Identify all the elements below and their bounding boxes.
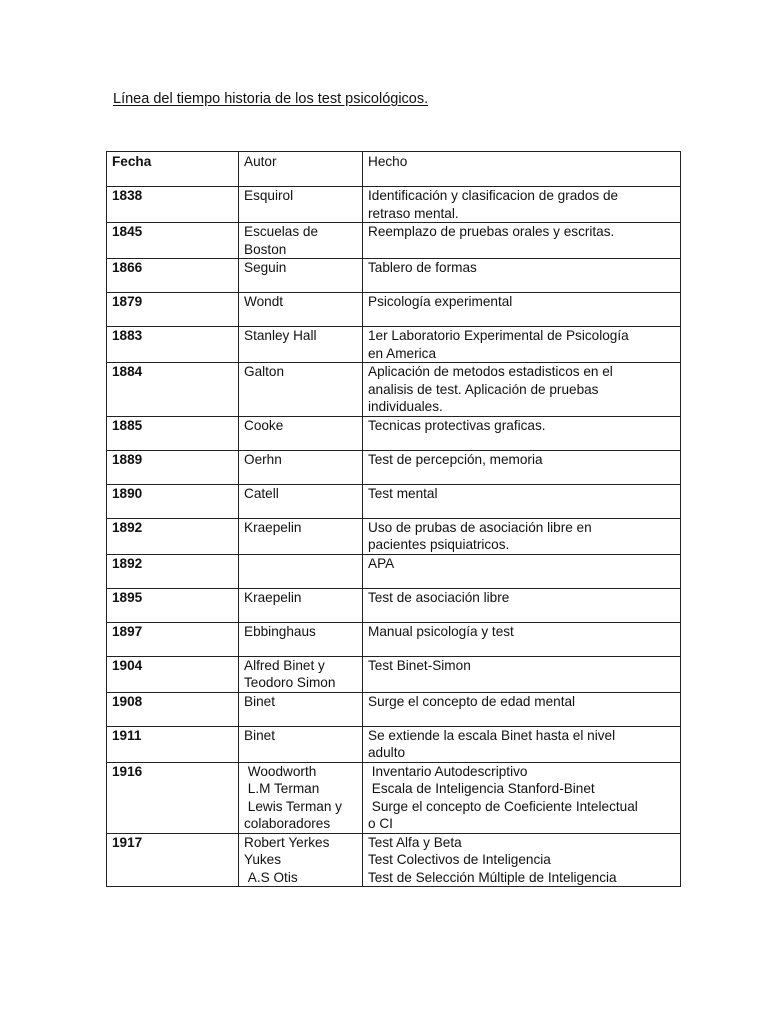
- cell-hecho-line: 1er Laboratorio Experimental de Psicología: [368, 328, 629, 343]
- cell-autor: [239, 518, 363, 554]
- table-row: [107, 762, 681, 833]
- cell-hecho-line: Test Alfa y Beta: [368, 834, 462, 850]
- cell-autor-line: Boston: [244, 241, 287, 257]
- cell-autor: [239, 327, 363, 363]
- cell-autor-line: Galton: [244, 364, 285, 379]
- cell-autor-line: Cooke: [244, 417, 284, 433]
- table-row: [107, 726, 681, 762]
- cell-autor-line: Seguin: [244, 260, 287, 275]
- table-row: [107, 187, 681, 223]
- table-row: [107, 622, 681, 656]
- table-row: [107, 450, 681, 484]
- cell-fecha: 1892: [107, 518, 239, 554]
- cell-fecha: 1895: [107, 588, 239, 622]
- cell-hecho: [363, 293, 681, 327]
- cell-fecha: 1866: [107, 259, 239, 293]
- cell-hecho: [363, 450, 681, 484]
- cell-autor-line: Binet: [244, 693, 275, 709]
- cell-hecho-line: Surge el concepto de Coeficiente Intelectual: [368, 798, 638, 814]
- timeline-table: [106, 151, 681, 887]
- cell-autor-line: Catell: [244, 485, 279, 501]
- cell-hecho: [363, 588, 681, 622]
- table-row: [107, 327, 681, 363]
- cell-autor-line: Robert Yerkes: [244, 834, 330, 850]
- cell-autor-line: Esquirol: [244, 188, 294, 203]
- cell-hecho-line: Inventario Autodescriptivo: [368, 763, 528, 779]
- cell-hecho-line: Manual psicología y test: [368, 623, 514, 639]
- table-row: [107, 293, 681, 327]
- cell-autor-line: Kraepelin: [244, 519, 302, 535]
- cell-autor-line: Oerhn: [244, 451, 282, 467]
- cell-fecha: 1890: [107, 484, 239, 518]
- page-title: Línea del tiempo historia de los test psicológicos.: [113, 91, 429, 107]
- cell-autor-line: colaboradores: [244, 816, 331, 831]
- cell-fecha: 1917: [107, 833, 239, 887]
- cell-fecha: 1916: [107, 762, 239, 833]
- cell-hecho-line: Test de asociación libre: [368, 589, 510, 605]
- cell-autor: [239, 588, 363, 622]
- table-row: [107, 656, 681, 692]
- table-row: [107, 223, 681, 259]
- cell-hecho-line: Tecnicas protectivas graficas.: [368, 417, 546, 433]
- cell-autor-line: Yukes: [244, 852, 282, 867]
- column-header-autor: Autor: [239, 152, 363, 187]
- cell-hecho-line: Reemplazo de pruebas orales y escritas.: [368, 224, 615, 239]
- cell-autor: [239, 187, 363, 223]
- cell-autor-line: Ebbinghaus: [244, 623, 316, 639]
- cell-autor-line: Binet: [244, 727, 275, 743]
- cell-hecho-line: APA: [368, 555, 395, 571]
- cell-autor: [239, 484, 363, 518]
- cell-hecho-line: adulto: [368, 745, 406, 760]
- cell-fecha: 1911: [107, 726, 239, 762]
- cell-hecho-line: Uso de prubas de asociación libre en: [368, 519, 592, 535]
- cell-fecha: 1904: [107, 656, 239, 692]
- cell-hecho: [363, 726, 681, 762]
- cell-hecho-line: Identificación y clasificacion de grados de: [368, 188, 619, 203]
- cell-autor: [239, 450, 363, 484]
- cell-hecho: [363, 692, 681, 726]
- cell-hecho-line: Escala de Inteligencia Stanford-Binet: [368, 781, 595, 796]
- cell-hecho: [363, 223, 681, 259]
- cell-hecho-line: analisis de test. Aplicación de pruebas: [368, 381, 599, 397]
- cell-hecho: [363, 833, 681, 887]
- cell-hecho: [363, 518, 681, 554]
- cell-hecho: [363, 656, 681, 692]
- cell-hecho: [363, 416, 681, 450]
- cell-hecho: [363, 259, 681, 293]
- cell-hecho-line: o CI: [368, 816, 393, 831]
- table-row: [107, 484, 681, 518]
- cell-fecha: 1897: [107, 622, 239, 656]
- cell-hecho-line: Tablero de formas: [368, 260, 477, 275]
- table-row: [107, 363, 681, 417]
- cell-fecha: 1838: [107, 187, 239, 223]
- cell-autor-line: Wondt: [244, 294, 284, 309]
- cell-hecho-line: Test de percepción, memoria: [368, 451, 543, 467]
- cell-fecha: 1883: [107, 327, 239, 363]
- cell-autor: [239, 554, 363, 588]
- cell-hecho: [363, 484, 681, 518]
- cell-hecho-line: Surge el concepto de edad mental: [368, 693, 576, 709]
- cell-autor-line: A.S Otis: [244, 869, 298, 885]
- cell-autor: [239, 416, 363, 450]
- cell-fecha: 1892: [107, 554, 239, 588]
- cell-hecho-line: Test mental: [368, 485, 438, 501]
- cell-hecho: [363, 363, 681, 417]
- cell-autor: [239, 259, 363, 293]
- cell-autor-line: Alfred Binet y: [244, 657, 325, 673]
- cell-autor-line: Teodoro Simon: [244, 675, 336, 690]
- table-row: [107, 833, 681, 887]
- cell-hecho-line: Se extiende la escala Binet hasta el nivel: [368, 727, 616, 743]
- cell-fecha: 1845: [107, 223, 239, 259]
- cell-hecho-line: Test Colectivos de Inteligencia: [368, 852, 551, 867]
- cell-autor-line: Lewis Terman y: [244, 798, 342, 814]
- cell-autor: [239, 833, 363, 887]
- cell-hecho-line: en America: [368, 345, 437, 361]
- cell-fecha: 1908: [107, 692, 239, 726]
- cell-autor: [239, 293, 363, 327]
- cell-hecho: [363, 622, 681, 656]
- cell-autor-line: Escuelas de: [244, 224, 319, 239]
- table-body: [107, 187, 681, 887]
- cell-autor-line: Kraepelin: [244, 589, 302, 605]
- cell-hecho-line: Aplicación de metodos estadisticos en el: [368, 364, 613, 379]
- cell-hecho: [363, 327, 681, 363]
- column-header-hecho: Hecho: [363, 152, 681, 187]
- cell-autor: [239, 363, 363, 417]
- cell-hecho-line: Test de Selección Múltiple de Inteligencia: [368, 869, 617, 885]
- cell-fecha: 1879: [107, 293, 239, 327]
- cell-fecha: 1884: [107, 363, 239, 417]
- cell-hecho-line: individuales.: [368, 399, 443, 414]
- cell-hecho: [363, 762, 681, 833]
- cell-autor: [239, 692, 363, 726]
- cell-autor: [239, 622, 363, 656]
- cell-hecho-line: Psicología experimental: [368, 294, 513, 309]
- cell-autor-line: Woodworth: [244, 763, 317, 779]
- cell-hecho-line: Test Binet-Simon: [368, 657, 471, 673]
- table-row: [107, 416, 681, 450]
- cell-hecho: [363, 187, 681, 223]
- table-header-row: [107, 152, 681, 187]
- cell-autor-line: Stanley Hall: [244, 328, 317, 343]
- cell-hecho-line: pacientes psiquiatricos.: [368, 537, 510, 552]
- cell-autor-line: L.M Terman: [244, 781, 320, 796]
- table-row: [107, 259, 681, 293]
- column-header-fecha: Fecha: [107, 152, 239, 187]
- cell-hecho: [363, 554, 681, 588]
- cell-fecha: 1885: [107, 416, 239, 450]
- table-row: [107, 554, 681, 588]
- cell-hecho-line: retraso mental.: [368, 205, 459, 221]
- cell-autor: [239, 762, 363, 833]
- cell-autor: [239, 726, 363, 762]
- cell-autor: [239, 223, 363, 259]
- table-row: [107, 692, 681, 726]
- cell-fecha: 1889: [107, 450, 239, 484]
- cell-autor: [239, 656, 363, 692]
- table-row: [107, 518, 681, 554]
- table-row: [107, 588, 681, 622]
